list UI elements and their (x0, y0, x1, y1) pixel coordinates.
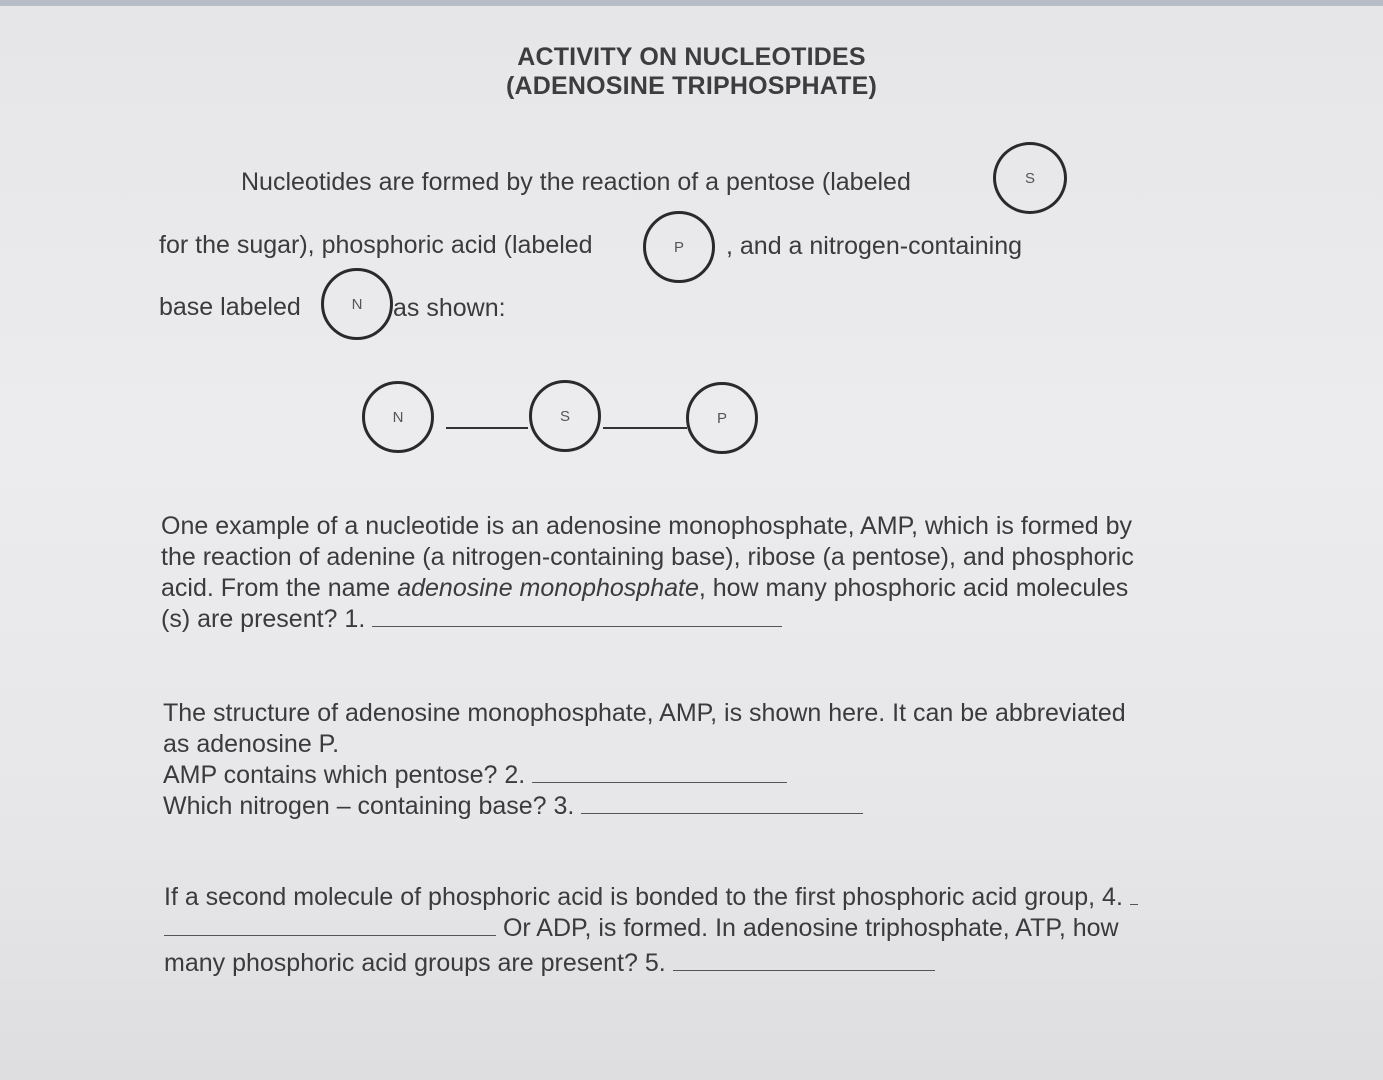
p1-line-1: One example of a nucleotide is an adenosine monophosphate, AMP, which is formed by (161, 512, 1132, 540)
question-3-label: Which nitrogen – containing base? 3. (163, 792, 575, 820)
p1-line-3-italic: adenosine monophosphate (397, 574, 699, 602)
base-label: N (351, 295, 363, 313)
p1-line-4 (161, 604, 1134, 635)
sugar-circle-icon (993, 142, 1067, 214)
p3-line-2 (164, 913, 1138, 944)
paragraph-2 (163, 698, 1126, 822)
title-line-1: ACTIVITY ON NUCLEOTIDES (517, 43, 866, 71)
p3-line-3 (164, 948, 1138, 979)
p1-line-3a: acid. From the name (161, 574, 398, 602)
question-4-label: If a second molecule of phosphoric acid is bonded to the first phosphoric acid group, 4. (164, 883, 1123, 911)
question-5-label: many phosphoric acid groups are present? 5. (164, 949, 666, 977)
p2-question-2 (163, 760, 1126, 791)
p1-line-3 (161, 573, 1134, 604)
diagram-node-s-label: S (559, 407, 570, 425)
bond-s-p (603, 427, 687, 429)
title-line-2: (ADENOSINE TRIPHOSPHATE) (505, 72, 878, 100)
intro-line-2b: , and a nitrogen-containing (726, 232, 1023, 260)
diagram-node-n-label: N (392, 408, 404, 426)
p1-line-2: the reaction of adenine (a nitrogen-containing base), ribose (a pentose), and phosphoric (161, 543, 1134, 571)
phosphate-circle-icon (643, 211, 715, 283)
p2-question-3 (163, 791, 1126, 822)
question-2-label: AMP contains which pentose? 2. (163, 761, 526, 789)
diagram-node-p-label: P (716, 409, 727, 427)
p3-line-1 (164, 882, 1138, 913)
intro-line-1: Nucleotides are formed by the reaction of a pentose (labeled (241, 168, 911, 196)
intro-line-3a: base labeled (159, 293, 301, 321)
p3-line-2-text: Or ADP, is formed. In adenosine triphosphate, ATP, how (502, 914, 1119, 942)
answer-2-blank[interactable] (532, 782, 787, 783)
answer-4-blank[interactable] (164, 935, 496, 936)
intro-line-2a: for the sugar), phosphoric acid (labeled (159, 231, 593, 259)
base-circle-icon (321, 268, 393, 340)
diagram-node-s (529, 380, 601, 452)
intro-line-3b: as shown: (393, 294, 506, 322)
answer-1-blank[interactable] (372, 626, 782, 627)
answer-4-blank-start[interactable] (1130, 904, 1138, 905)
p2-line-1: The structure of adenosine monophosphate, AMP, is shown here. It can be abbreviated (163, 699, 1126, 727)
answer-3-blank[interactable] (581, 813, 863, 814)
answer-5-blank[interactable] (673, 970, 935, 971)
phosphate-label: P (673, 238, 684, 256)
bond-n-s (446, 427, 528, 429)
paragraph-1 (161, 511, 1134, 635)
p1-line-3b: , how many phosphoric acid molecules (698, 574, 1129, 602)
diagram-node-p (686, 382, 758, 454)
paragraph-3 (164, 882, 1138, 979)
p2-line-2: as adenosine P. (163, 730, 340, 758)
diagram-node-n (362, 381, 434, 453)
sugar-label: S (1024, 169, 1035, 187)
question-1-label: (s) are present? 1. (161, 605, 366, 633)
